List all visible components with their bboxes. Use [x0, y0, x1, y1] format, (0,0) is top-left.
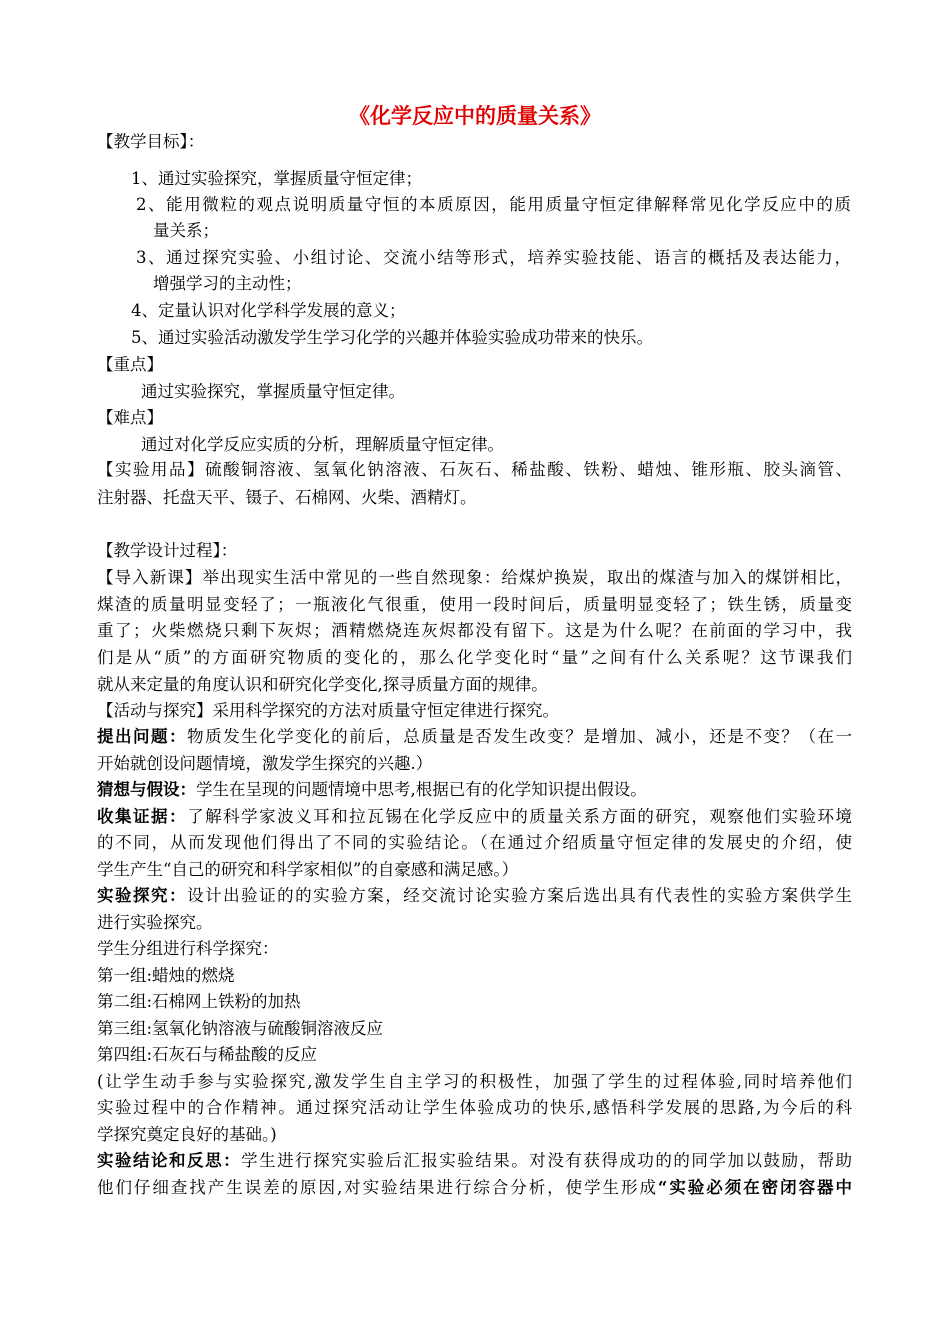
materials-line-1: 【实验用品】硫酸铜溶液、氢氧化钠溶液、石灰石、稀盐酸、铁粉、蜡烛、锥形瓶、胶头滴管、	[97, 460, 852, 479]
question-text: 物质发生化学变化的前后，总质量是否发生改变？是增加、减小，还是不变？（在一	[187, 727, 853, 746]
conclusion-line-1	[97, 1150, 852, 1172]
group-item-4: 第四组:石灰石与稀盐酸的反应	[97, 1045, 318, 1064]
objective-3: 3、通过探究实验、小组讨论、交流小结等形式，培养实验技能、语言的概括及表达能力，	[136, 248, 851, 267]
key-point-text: 通过实验探究，掌握质量守恒定律。	[141, 382, 405, 401]
objective-2-cont: 量关系；	[153, 221, 219, 240]
evidence-text: 了解科学家波义耳和拉瓦锡在化学反应中的质量关系方面的研究，观察他们实验环境	[187, 807, 853, 826]
intro-line-2: 煤渣的质量明显变轻了；一瓶液化气很重，使用一段时间后，质量明显变轻了；铁生锈，质量变	[97, 595, 852, 614]
hypothesis-line	[97, 779, 647, 801]
note-line-1: (让学生动手参与实验探究,激发学生自主学习的积极性，加强了学生的过程体验,同时培养他们	[97, 1072, 852, 1091]
question-line-2: 开始就创设问题情境，激发学生探究的兴趣.）	[97, 754, 433, 773]
group-item-2: 第二组:石棉网上铁粉的加热	[97, 992, 301, 1011]
key-point-heading: 【重点】	[97, 355, 163, 374]
intro-line-3: 重了；火柴燃烧只剩下灰烬；酒精燃烧连灰烬都没有留下。这是为什么呢？在前面的学习中，我	[97, 621, 852, 640]
objective-3-cont: 增强学习的主动性；	[153, 274, 302, 293]
evidence-line-3: 学生产生“自己的研究和科学家相似”的自豪感和满足感。）	[97, 860, 519, 879]
objective-5: 5、通过实验活动激发学生学习化学的兴趣并体验实验成功带来的快乐。	[131, 328, 653, 347]
objective-1: 1、通过实验探究，掌握质量守恒定律；	[131, 169, 422, 188]
intro-line-1: 【导入新课】举出现实生活中常见的一些自然现象：给煤炉换炭，取出的煤渣与加入的煤饼相比，	[97, 568, 852, 587]
intro-line-4: 们是从“质”的方面研究物质的变化的，那么化学变化时“量”之间有什么关系呢？这节课我们	[97, 648, 852, 667]
intro-line-5: 就从来定量的角度认识和研究化学变化,探寻质量方面的规律。	[97, 675, 548, 694]
experiment-line-2: 进行实验探究。	[97, 913, 213, 932]
experiment-line-1	[97, 885, 852, 907]
conclusion-line-2	[97, 1177, 852, 1199]
question-label: 提出问题：	[97, 727, 188, 746]
process-heading: 【教学设计过程】：	[97, 541, 238, 560]
objective-4: 4、定量认识对化学科学发展的意义；	[131, 301, 406, 320]
materials-line-2: 注射器、托盘天平、镊子、石棉网、火柴、酒精灯。	[97, 488, 477, 507]
groups-intro: 学生分组进行科学探究：	[97, 939, 279, 958]
conclusion-text-2: 他们仔细查找产生误差的原因,对实验结果进行综合分析，使学生形成	[97, 1178, 658, 1197]
group-item-3: 第三组:氢氧化钠溶液与硫酸铜溶液反应	[97, 1019, 384, 1038]
question-line-1	[97, 726, 852, 748]
activity-line: 【活动与探究】采用科学探究的方法对质量守恒定律进行探究。	[97, 701, 559, 720]
objectives-heading: 【教学目标】：	[97, 132, 205, 151]
hypothesis-text: 学生在呈现的问题情境中思考,根据已有的化学知识提出假设。	[196, 780, 647, 799]
experiment-label: 实验探究：	[97, 886, 188, 905]
evidence-line-1	[97, 806, 852, 828]
hypothesis-label: 猜想与假设：	[97, 780, 196, 799]
conclusion-bold-text: “实验必须在密闭容器中	[657, 1178, 852, 1197]
conclusion-text: 学生进行探究实验后汇报实验结果。对没有获得成功的的同学加以鼓励，帮助	[241, 1151, 853, 1170]
page-title: 《化学反应中的质量关系》	[349, 104, 601, 128]
group-item-1: 第一组:蜡烛的燃烧	[97, 966, 235, 985]
experiment-text: 设计出验证的的实验方案，经交流讨论实验方案后选出具有代表性的实验方案供学生	[187, 886, 853, 905]
difficulty-text: 通过对化学反应实质的分析，理解质量守恒定律。	[141, 435, 504, 454]
note-line-3: 学探究奠定良好的基础。)	[97, 1125, 277, 1144]
note-line-2: 实验过程中的合作精神。通过探究活动让学生体验成功的快乐,感悟科学发展的思路,为今后的科	[97, 1098, 852, 1117]
evidence-line-2: 的不同，从而发现他们得出了不同的实验结论。（在通过介绍质量守恒定律的发展史的介绍，使	[97, 833, 852, 852]
objective-2: 2、能用微粒的观点说明质量守恒的本质原因，能用质量守恒定律解释常见化学反应中的质	[136, 195, 851, 214]
evidence-label: 收集证据：	[97, 807, 188, 826]
difficulty-heading: 【难点】	[97, 408, 163, 427]
conclusion-label: 实验结论和反思：	[97, 1151, 242, 1170]
